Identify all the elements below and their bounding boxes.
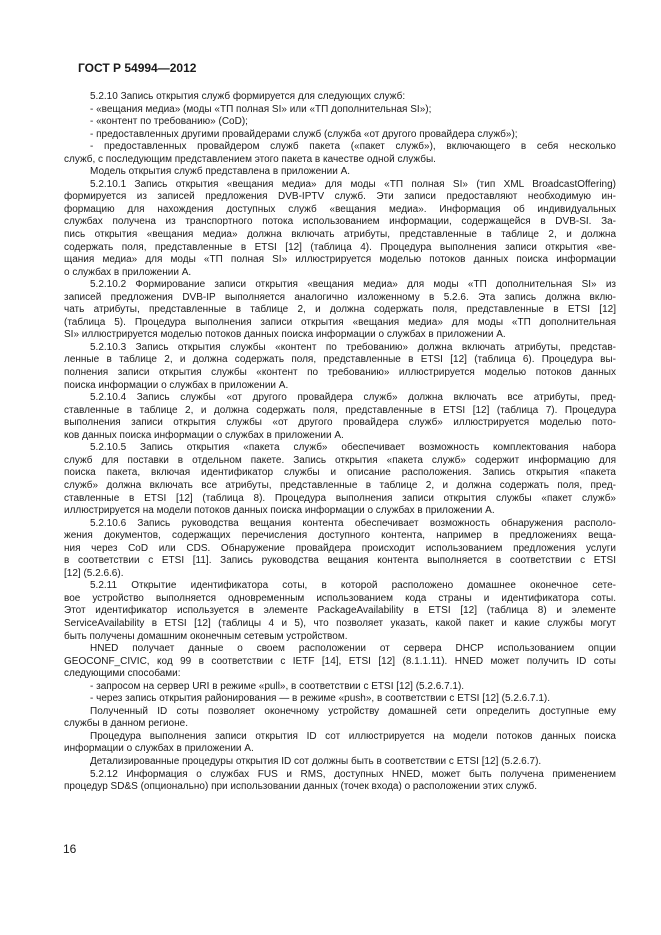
text-line: содержать поля, представленные в ETSI [12] (таблица 4). Процедура выполнения записи открытия «ве- [64, 241, 616, 253]
text-line: ков данных поиска информации о службах в приложении А. [64, 429, 344, 441]
text-line: 5.2.12 Информация о службах FUS и RMS, доступных HNED, может быть получена применением [90, 768, 616, 780]
text-line: ленные в таблице 2, и должна содержать поля, представленные в ETSI [12] (таблица 6). Процедура вы- [64, 354, 616, 366]
text-line: ServiceAvailability в ETSI [12] (таблицы 4 и 5), что позволяет указать, какой пакет и какие службы могут [64, 617, 616, 629]
text-line: - запросом на сервер URI в режиме «pull», в соответствии с ETSI [12] (5.2.6.7.1). [90, 680, 465, 692]
text-line: 5.2.11 Открытие идентификатора соты, в которой расположено домашнее оконечное сете- [90, 580, 616, 592]
text-line: (таблица 5). Процедура выполнения записи открытия «вещания медиа» для моды «ТП дополнительная [64, 316, 616, 328]
text-line: служб» должна включать все атрибуты, представленные в таблице 2, и должна содержать поля, пред- [64, 479, 616, 491]
text-line: Полученный ID соты позволяет оконечному устройству домашней сети определить доступные ему [90, 705, 616, 717]
text-line: Модель открытия служб представлена в приложении А. [90, 166, 351, 178]
text-line: иллюстрируется на модели потоков данных поиска информации о службах в приложении А. [64, 505, 495, 517]
text-line: [12] (5.2.6.6). [64, 567, 124, 579]
text-line: служб для поставки в отдельном пакете. Запись открытия «пакета служб» содержит информацию для [64, 454, 616, 466]
page-number: 16 [63, 842, 77, 856]
text-line: 5.2.10.3 Запись открытия службы «контент по требованию» должна включать атрибуты, представ- [90, 341, 616, 353]
text-line: - предоставленных другими провайдерами служб (служба «от другого провайдера служб»); [90, 128, 518, 140]
text-line: 5.2.10.6 Запись руководства вещания контента обеспечивает возможность обнаружения располо- [90, 517, 616, 529]
text-line: ставленные в таблице 2, и должна содержать поля, представленные в ETSI [12] (таблица 7). Процедура [64, 404, 616, 416]
text-line: ставленные в ETSI [12] (таблица 8). Процедура выполнения записи открытия службы «пакет служб» [64, 492, 616, 504]
text-line: полнения записи открытия службы «контент по требованию» иллюстрируется моделью потоков данных [64, 367, 616, 379]
text-line: - «контент по требованию» (CoD); [90, 116, 248, 128]
text-line: быть получены домашним оконечным сетевым устройством. [64, 630, 348, 642]
text-line: SI» иллюстрируется моделью потоков данных поиска информации о службах в приложении А. [64, 329, 506, 341]
text-line: 5.2.10.5 Запись открытия «пакета служб» обеспечивает возможность комплектования набора [90, 442, 616, 454]
text-line: поиска информации о службах в приложении А. [64, 379, 289, 391]
text-line: GEOCONF_CIVIC, код 99 в соответствии с IETF [14], ETSI [12] (8.1.1.11). HNED может получить ID соты [64, 655, 616, 667]
text-line: ния через CoD или CDS. Обнаружение провайдера происходит использованием предложения услуги [64, 542, 616, 554]
text-line: Детализированные процедуры открытия ID сот должны быть в соответствии с ETSI [12] (5.2.6.7). [90, 755, 542, 767]
text-line: следующими способами: [64, 668, 181, 680]
text-line: службы в данном регионе. [64, 718, 188, 730]
text-line: формацию для нахождения доступных служб «вещания медиа». Информация об индивидуальных [64, 203, 616, 215]
text-line: 5.2.10 Запись открытия служб формируется для следующих служб: [90, 91, 406, 102]
text-line: 5.2.10.1 Запись открытия «вещания медиа» для моды «ТП полная SI» (тип XML BroadcastOffering) [90, 178, 616, 190]
text-line: о службах в приложении А. [64, 266, 192, 278]
text-line: информации о службах в приложении А. [64, 743, 254, 755]
text-line: вое устройство выполняется одновременным использованием кода страны и идентификатора соты. [64, 592, 616, 604]
standard-header: ГОСТ Р 54994—2012 [78, 61, 197, 75]
text-line: - «вещания медиа» (моды «ТП полная SI» или «ТП дополнительная SI»); [90, 103, 432, 115]
text-line: щания медиа» для моды «ТП полная SI» иллюстрируется моделью потоков данных поиска информации [64, 254, 616, 266]
text-line: 5.2.10.4 Запись службы «от другого провайдера служб» должна включать все атрибуты, пред- [90, 392, 616, 404]
text-line: жения документов, содержащих перечисления доступного контента, например в предложениях веща- [64, 530, 616, 542]
text-line: службах получена из транспортного потока использованием информации, содержащейся в DVB-SI. За- [64, 216, 616, 228]
text-line: формируется из записей предложения DVB-IPTV служб. Эти записи предоставляют необходимую ин- [64, 191, 616, 203]
text-line: чать атрибуты, представленные в таблице 2, и должна содержать поля, представленные в ETSI [12] [64, 304, 616, 316]
text-line: выполнения записи открытия службы «от другого провайдера служб» иллюстрируется моделью пото- [64, 417, 616, 429]
text-line: пись открытия «вещания медиа» должна включать атрибуты, представленные в таблице 2, и должна [64, 229, 616, 241]
text-line: в соответствии с ETSI [11]. Запись руководства вещания контента выполняется в соответствии с ETSI [64, 555, 616, 567]
text-line: записей предложения DVB-IP выполняется аналогично изложенному в 5.2.6. Эта запись должна вклю- [64, 291, 616, 303]
text-line: поиска пакета, включая идентификатор службы и описание расположения. Запись открытия «пакета [64, 467, 616, 479]
text-line: служб, с последующим представлением этого пакета в качестве одной службы. [64, 153, 436, 165]
document-body [64, 91, 616, 794]
text-line: - через запись открытия районирования — в режиме «push», в соответствии с ETSI [12] (5.2.6.7.1). [90, 693, 551, 705]
text-line: 5.2.10.2 Формирование записи открытия «вещания медиа» для моды «ТП дополнительная SI» из [90, 279, 616, 291]
text-line: HNED получает данные о своем расположении от сервера DHCP использованием опции [90, 643, 616, 655]
text-line: Этот идентификатор используется в элементе PackageAvailability в ETSI [12] (таблица 8) и элементе [64, 605, 616, 617]
text-line: - предоставленных провайдером служб пакета («пакет служб»), включающего в себя несколько [90, 141, 616, 153]
text-line: Процедура выполнения записи открытия ID сот иллюстрируется на модели потоков данных поиска [90, 730, 616, 742]
text-line: процедур SD&S (опционально) при использовании данных (точек входа) о расположении этих служб. [64, 781, 538, 793]
